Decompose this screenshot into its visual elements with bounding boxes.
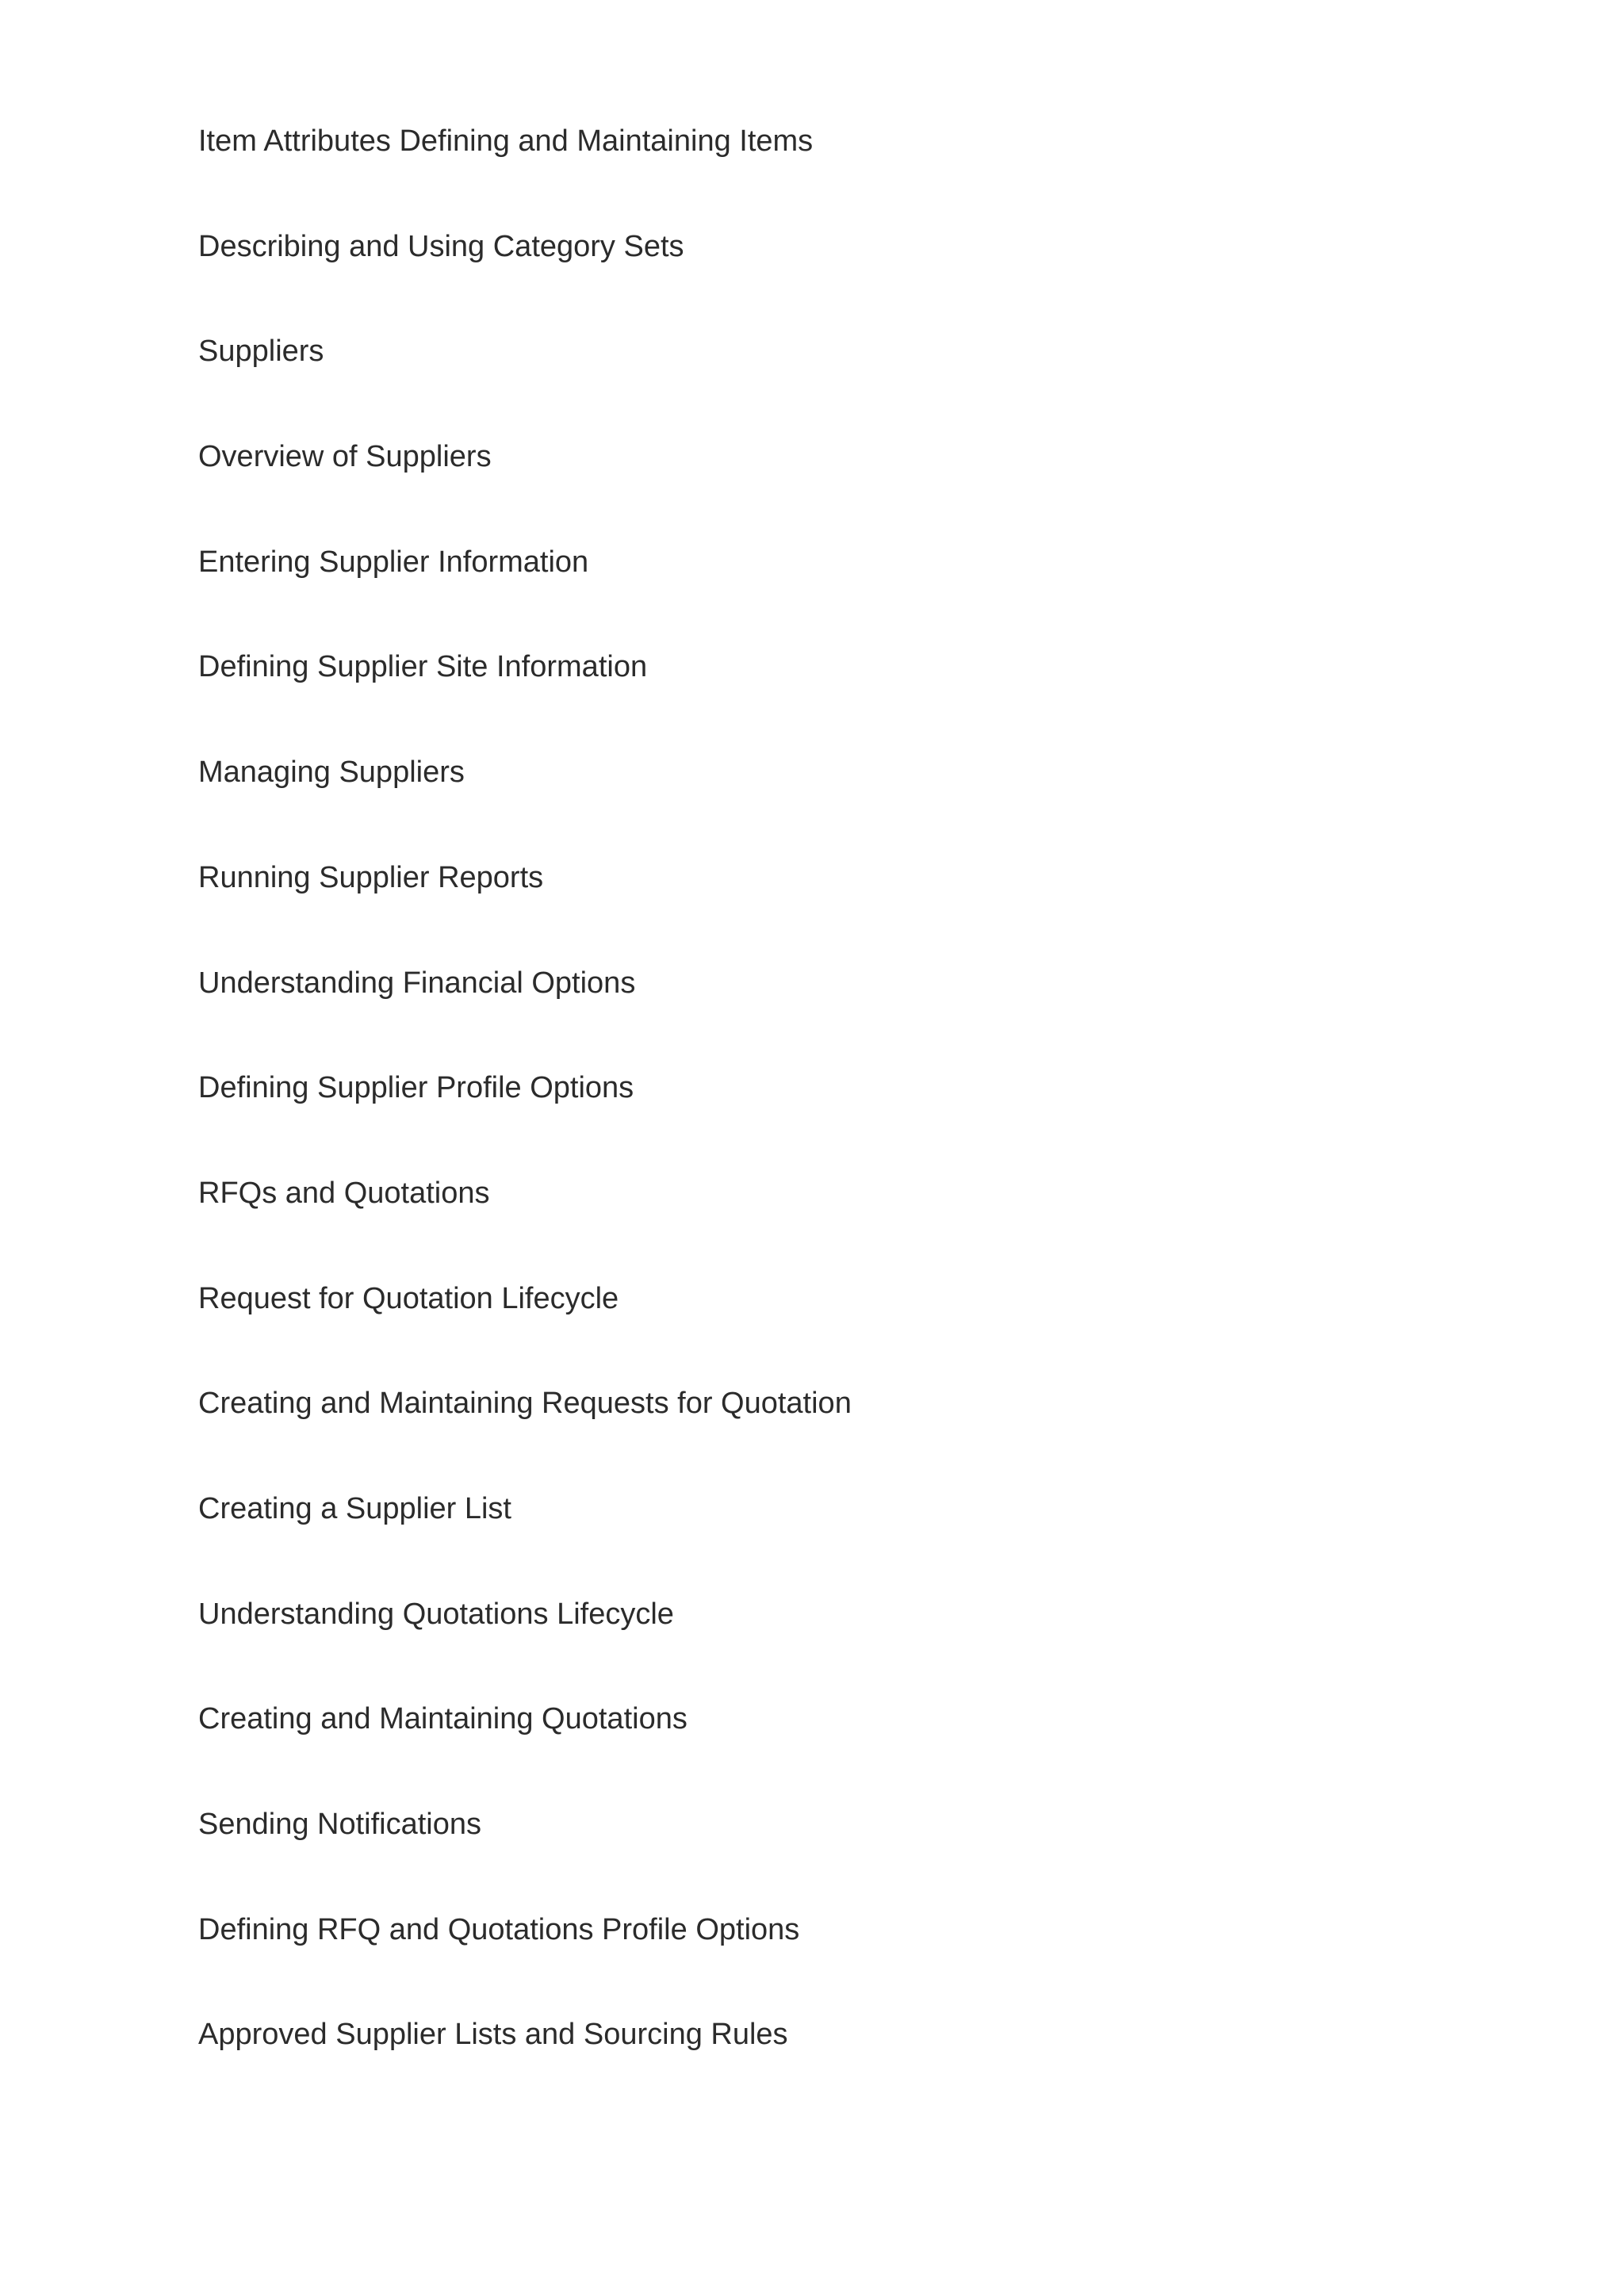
entry: Managing Suppliers <box>198 756 465 790</box>
entry: Creating and Maintaining Quotations <box>198 1702 688 1736</box>
entry: Suppliers <box>198 335 324 369</box>
entry: Sending Notifications <box>198 1808 481 1841</box>
entry: RFQs and Quotations <box>198 1176 490 1210</box>
entry: Defining RFQ and Quotations Profile Options <box>198 1912 800 1946</box>
entry: Understanding Financial Options <box>198 966 636 1000</box>
entry: Creating a Supplier List <box>198 1491 511 1525</box>
entry: Defining Supplier Site Information <box>198 650 648 684</box>
entry: Creating and Maintaining Requests for Quotation <box>198 1387 852 1421</box>
entry: Item Attributes Defining and Maintaining Items <box>198 124 814 158</box>
entry: Request for Quotation Lifecycle <box>198 1281 619 1315</box>
entry: Defining Supplier Profile Options <box>198 1071 634 1105</box>
entry: Understanding Quotations Lifecycle <box>198 1597 674 1631</box>
entry: Running Supplier Reports <box>198 860 544 894</box>
entry-list <box>198 123 852 2122</box>
entry: Overview of Suppliers <box>198 440 492 474</box>
entry: Entering Supplier Information <box>198 545 589 579</box>
entry: Approved Supplier Lists and Sourcing Rules <box>198 2018 788 2052</box>
entry: Describing and Using Category Sets <box>198 229 684 263</box>
